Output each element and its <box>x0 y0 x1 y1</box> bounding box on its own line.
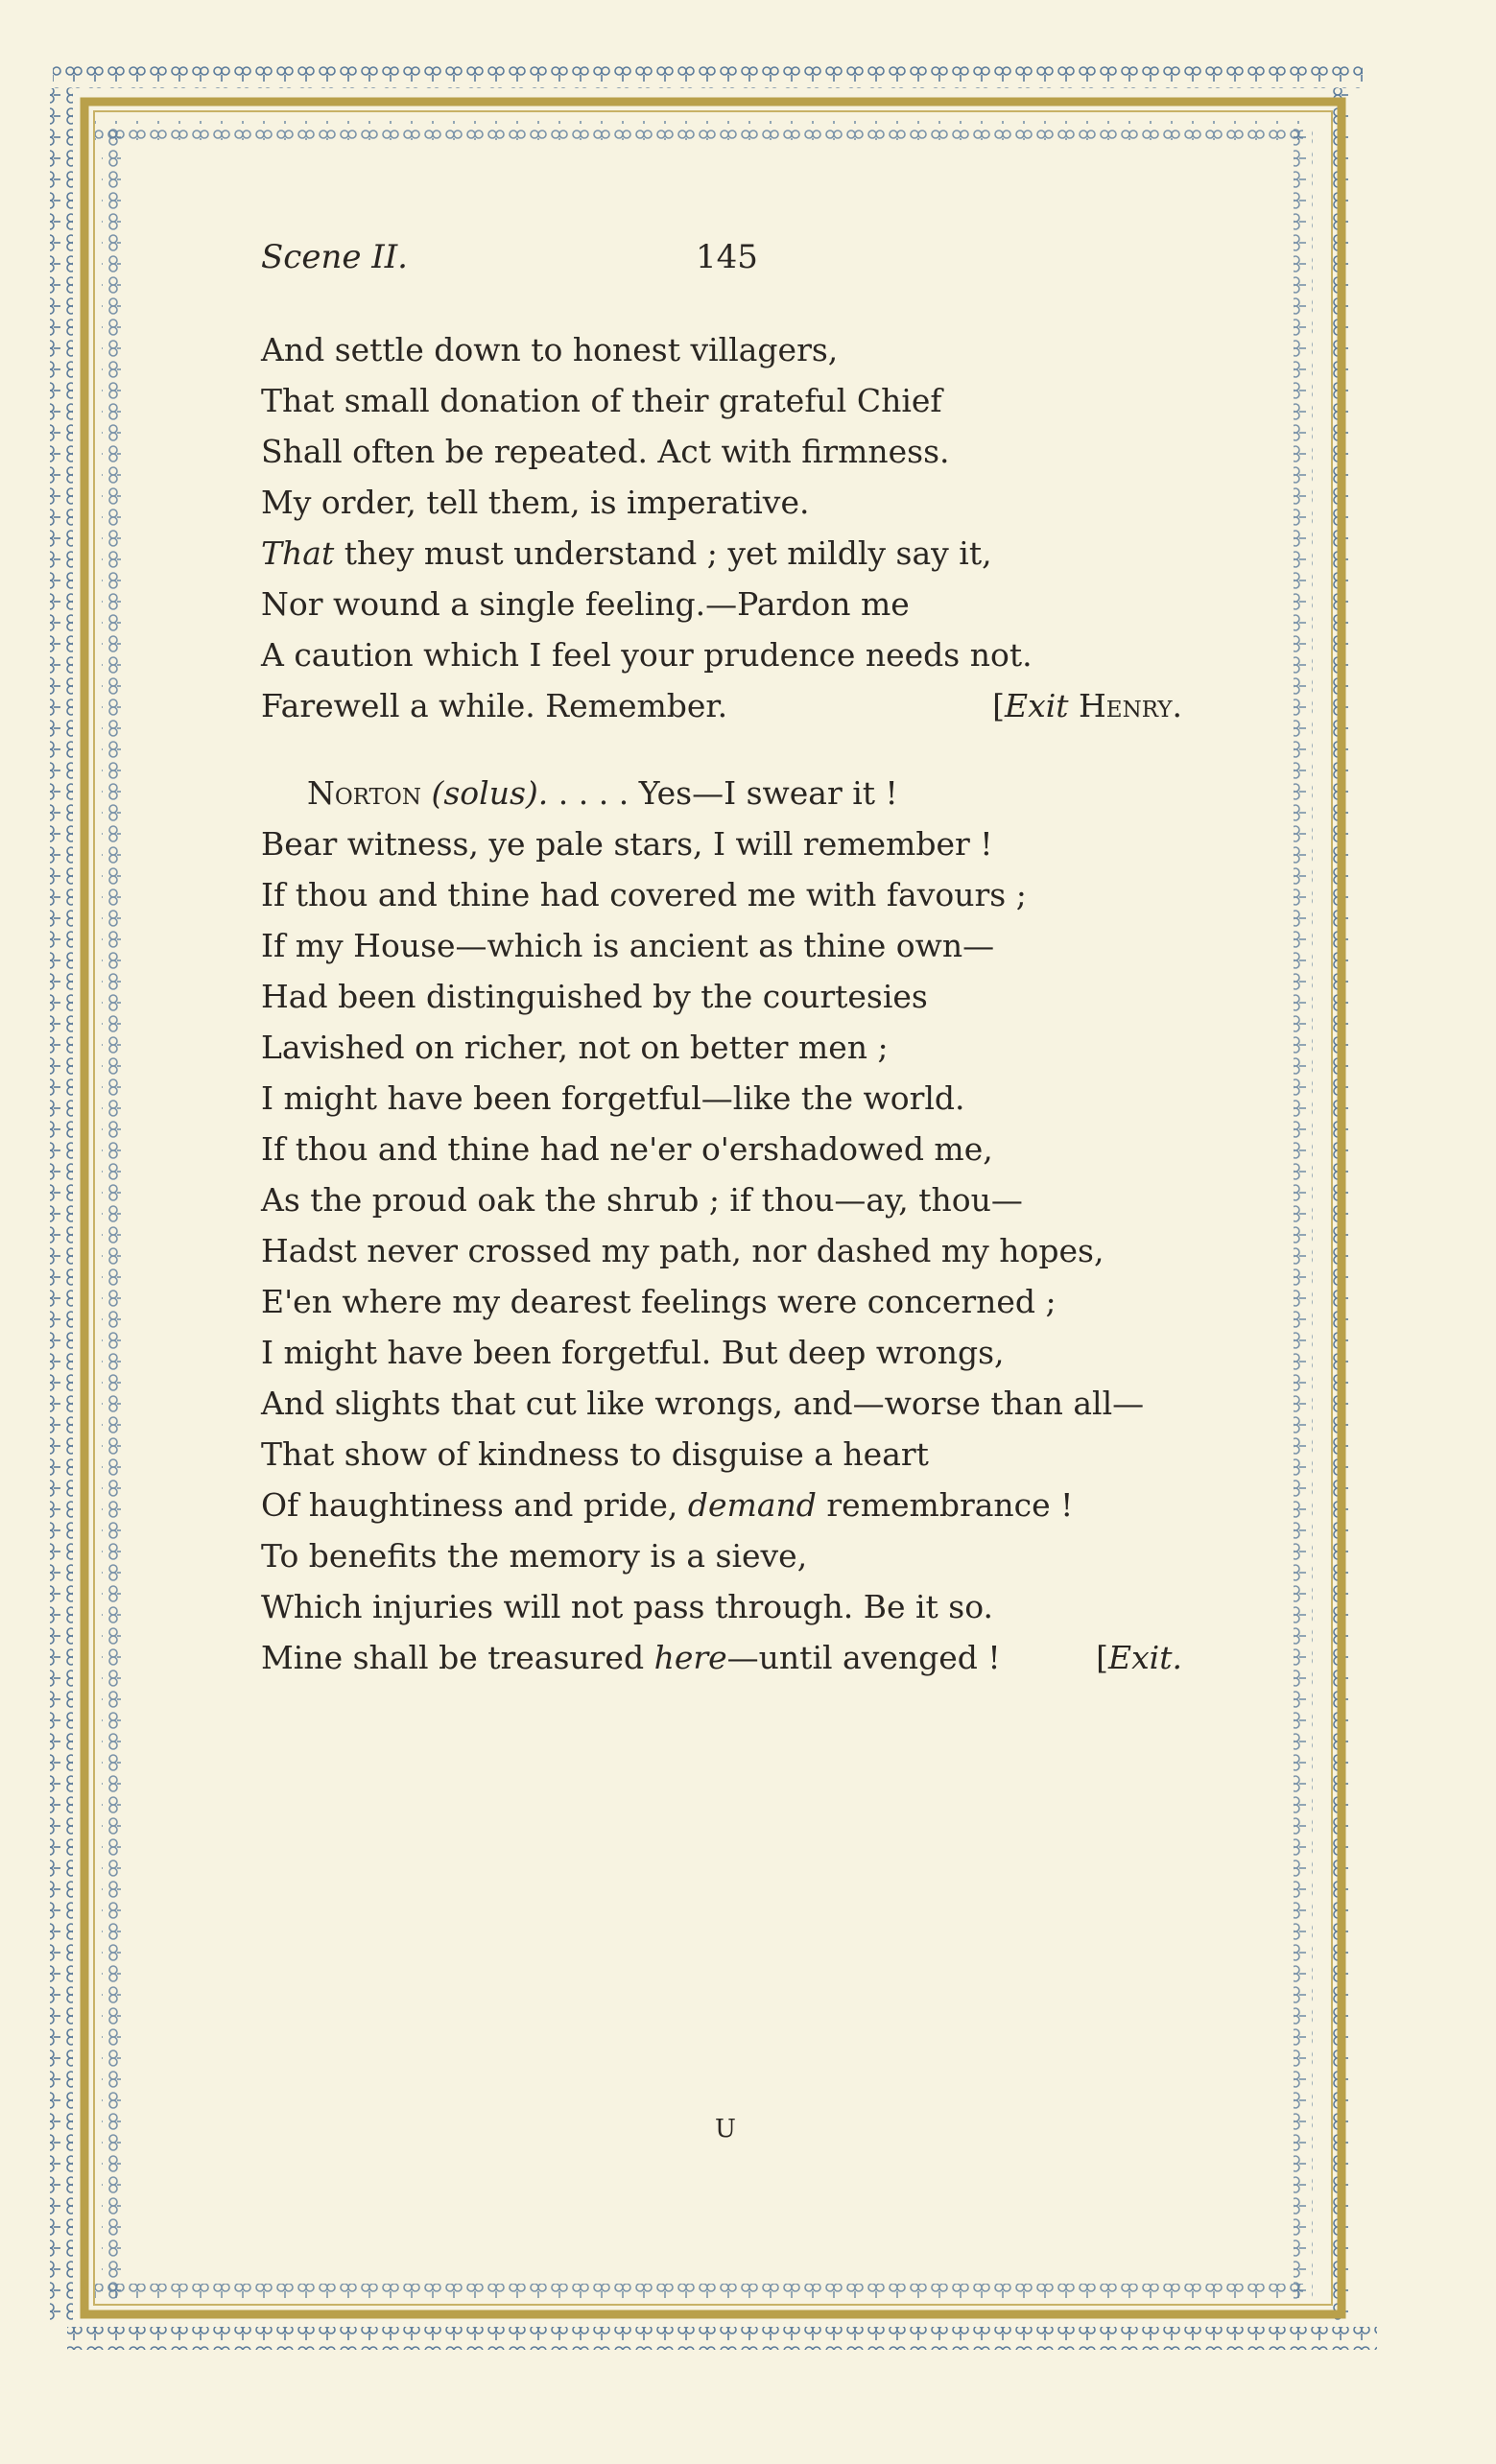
verse-line: And slights that cut like wrongs, and—worse than all— <box>261 1385 1145 1422</box>
verse-line: If thou and thine had covered me with favours ; <box>261 876 1027 913</box>
verse-line: Hadst never crossed my path, nor dashed my hopes, <box>261 1232 1104 1269</box>
scene-label: Scene II. <box>261 238 408 276</box>
verse-block-2 <box>261 768 1182 1683</box>
speaker-direction: (solus). <box>431 774 549 812</box>
page-number: 145 <box>696 238 758 276</box>
border-ornament-top <box>53 65 1363 88</box>
stage-exit: Exit <box>1005 687 1069 724</box>
verse-line: I might have been forgetful—like the world. <box>261 1079 965 1117</box>
verse-line: That show of kindness to disguise a heart <box>261 1435 929 1473</box>
verse-line: My order, tell them, is imperative. <box>261 484 810 521</box>
verse-line: To benefits the memory is a sieve, <box>261 1537 808 1575</box>
border-ornament-top-inner <box>94 121 1303 140</box>
border-ornament-bottom-inner <box>94 2284 1303 2303</box>
verse-text: they must understand ; yet mildly say it, <box>334 534 992 572</box>
border-ornament-right-inner <box>1294 125 1313 2303</box>
verse-line: Shall often be repeated. Act with firmness. <box>261 433 950 470</box>
verse-line: Had been distinguished by the courtesies <box>261 978 928 1015</box>
speaker-name: Norton <box>307 774 421 812</box>
verse-line <box>261 1632 1182 1683</box>
verse-line: Nor wound a single feeling.—Pardon me <box>261 585 910 623</box>
verse-line: E'en where my dearest feelings were concerned ; <box>261 1283 1057 1320</box>
signature-mark: U <box>715 2115 736 2144</box>
border-ornament-bottom <box>67 2327 1377 2350</box>
verse-line: And settle down to honest villagers, <box>261 331 839 368</box>
stage-direction: [Exit. <box>1096 1639 1182 1676</box>
stage-character: Henry. <box>1079 687 1182 724</box>
verse-text: remembrance ! <box>816 1486 1074 1524</box>
verse-text: Farewell a while. Remember. <box>261 687 728 724</box>
verse-line: As the proud oak the shrub ; if thou—ay, thou— <box>261 1181 1023 1219</box>
verse-text: Mine shall be treasured <box>261 1639 654 1676</box>
verse-text: Yes—I swear it ! <box>638 774 898 812</box>
verse-line: Which injuries will not pass through. Be it so. <box>261 1588 994 1625</box>
verse-line: A caution which I feel your prudence needs not. <box>261 636 1033 674</box>
verse-text: —until avenged ! <box>726 1639 1001 1676</box>
verse-line: Lavished on richer, not on better men ; <box>261 1029 889 1066</box>
stage-direction <box>992 680 1182 731</box>
running-header <box>261 223 1182 299</box>
emphasis: demand <box>687 1486 817 1524</box>
border-ornament-left-inner <box>102 125 121 2303</box>
border-ornament-left <box>50 88 73 2324</box>
stage-exit: Exit. <box>1107 1639 1182 1676</box>
verse-text: Of haughtiness and pride, <box>261 1486 688 1524</box>
verse-line: That small donation of their grateful Chief <box>261 382 942 419</box>
verse-line <box>261 1480 1182 1530</box>
verse-line <box>261 680 1182 731</box>
emphasis: here <box>653 1639 727 1676</box>
verse-line: If thou and thine had ne'er o'ershadowed me, <box>261 1130 993 1168</box>
emphasis: That <box>261 534 335 572</box>
verse-line: I might have been forgetful. But deep wrongs, <box>261 1334 1005 1371</box>
speaker-line <box>261 768 1182 818</box>
verse-line: If my House—which is ancient as thine own— <box>261 927 995 964</box>
verse-line <box>261 528 1182 579</box>
verse-line: Bear witness, ye pale stars, I will remember ! <box>261 825 993 863</box>
verse-block-1 <box>261 324 1182 731</box>
dots: . . . . <box>548 774 639 812</box>
bracket: [ <box>992 687 1005 724</box>
